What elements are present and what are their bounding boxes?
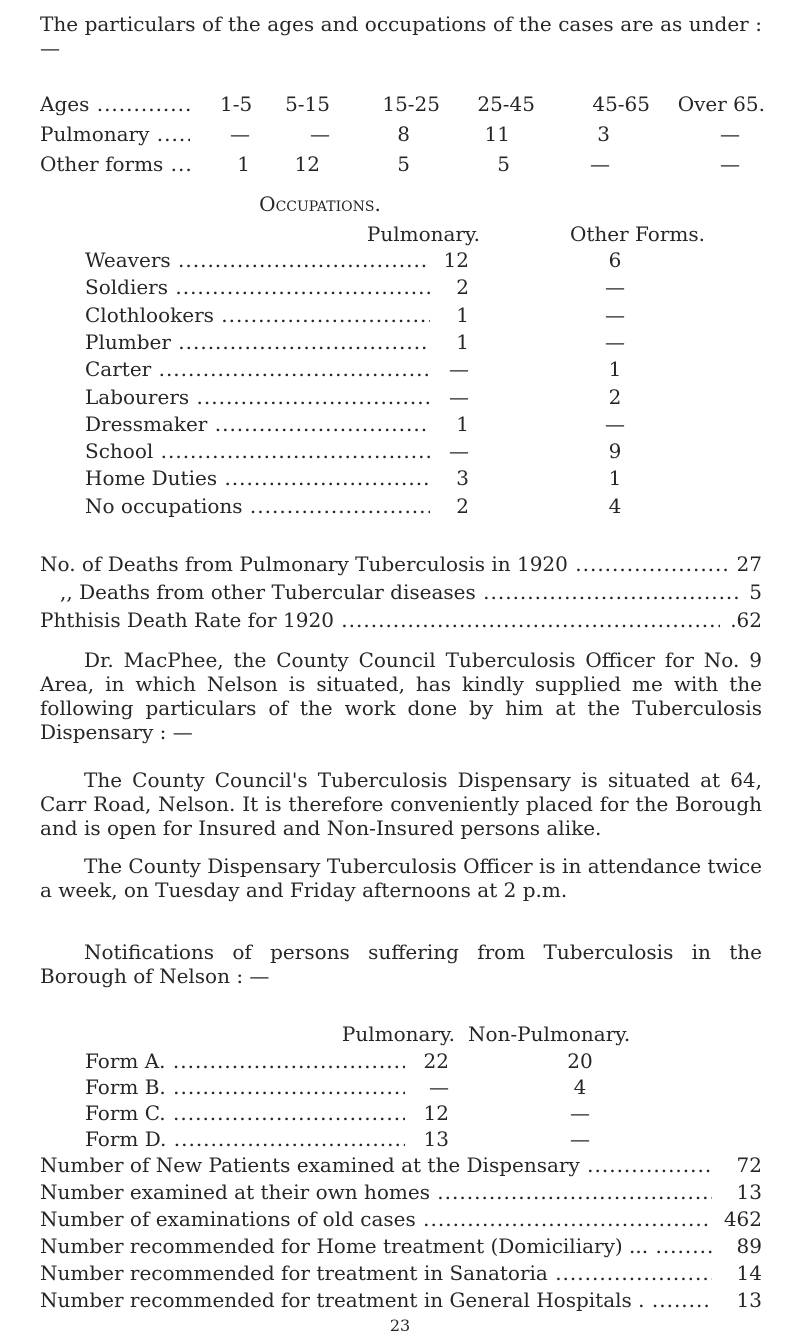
paragraph-dispensary-location: The County Council's Tuberculosis Dispensary is situated at 64, Carr Road, Nelson. It is therefore conveniently placed for the Borough and is open for Insured and Non-Insured persons alike. (40, 768, 762, 840)
statistic-row-value: 89 (712, 1234, 762, 1258)
paragraph-notifications: Notifications of persons suffering from Tuberculosis in the Borough of Nelson : — (40, 940, 762, 988)
statistic-row-label: Number of examinations of old cases ..... (40, 1207, 720, 1231)
statistic-row-label: Number examined at their own homes ..... (40, 1180, 720, 1204)
statistic-row-value: 14 (712, 1261, 762, 1285)
occupation-other-value: 1 (608, 466, 622, 490)
ages-header: 25-45 (477, 92, 535, 116)
ages-cell: — (230, 122, 250, 146)
notification-row-label: Form D. ..... (85, 1127, 410, 1151)
notification-row-label: Form A. ..... (85, 1049, 410, 1073)
ages-row-label: Other forms ..... (40, 152, 190, 176)
occupation-pulmonary-value: 2 (430, 494, 469, 518)
ages-cell: 1 (237, 152, 250, 176)
notification-row-label: Form B. ..... (85, 1075, 410, 1099)
occupations-col-other: Other Forms. (569, 222, 705, 246)
occupation-other-value: — (605, 303, 625, 327)
statistic-row-label: Number recommended for treatment in General Hospitals . ..... (40, 1288, 720, 1312)
deaths-row-label: Phthisis Death Rate for 1920 ..... (40, 608, 720, 632)
ages-header: 5-15 (285, 92, 330, 116)
ages-row-label: Pulmonary ..... (40, 122, 190, 146)
ages-header: Over 65. (677, 92, 765, 116)
ages-cell: 12 (294, 152, 320, 176)
deaths-row-value: 27 (736, 552, 762, 576)
statistic-row-value: 13 (712, 1180, 762, 1204)
ages-cell: 11 (484, 122, 510, 146)
occupation-row-label: School ..... (85, 439, 440, 463)
occupation-pulmonary-value: 12 (430, 248, 469, 272)
occupation-pulmonary-value: 3 (430, 466, 469, 490)
occupation-pulmonary-value: 1 (430, 303, 469, 327)
occupation-pulmonary-value: — (430, 439, 469, 463)
ages-header: 15-25 (382, 92, 440, 116)
occupation-row-label: Weavers ..... (85, 248, 440, 272)
notifications-col-pulmonary: Pulmonary. (341, 1022, 455, 1046)
occupation-row-label: Plumber ..... (85, 330, 440, 354)
notification-pulmonary-value: 12 (405, 1101, 449, 1125)
occupation-other-value: 6 (608, 248, 622, 272)
statistic-row-value: 462 (712, 1207, 762, 1231)
occupation-row-label: Clothlookers ..... (85, 303, 440, 327)
occupation-row-label: Carter ..... (85, 357, 440, 381)
ages-cell: — (590, 152, 610, 176)
ages-cell: 5 (397, 152, 410, 176)
occupation-pulmonary-value: — (430, 357, 469, 381)
notification-row-label: Form C. ..... (85, 1101, 410, 1125)
occupation-pulmonary-value: 2 (430, 275, 469, 299)
notification-non-pulmonary-value: — (570, 1101, 590, 1125)
ages-cell: 5 (497, 152, 510, 176)
notification-pulmonary-value: 13 (405, 1127, 449, 1151)
occupation-pulmonary-value: 1 (430, 330, 469, 354)
occupation-pulmonary-value: — (430, 385, 469, 409)
notification-pulmonary-value: — (405, 1075, 449, 1099)
notification-non-pulmonary-value: — (570, 1127, 590, 1151)
intro-paragraph: The particulars of the ages and occupations of the cases are as under : — (40, 12, 762, 60)
ages-cell: 3 (597, 122, 610, 146)
occupations-title: Occupations. (259, 192, 381, 216)
occupation-other-value: 4 (608, 494, 622, 518)
statistic-row-label: Number of New Patients examined at the Dispensary ..... (40, 1153, 720, 1177)
occupations-col-pulmonary: Pulmonary. (366, 222, 480, 246)
occupation-other-value: 2 (608, 385, 622, 409)
occupation-other-value: 1 (608, 357, 622, 381)
notification-non-pulmonary-value: 20 (567, 1049, 593, 1073)
occupation-row-label: No occupations ..... (85, 494, 440, 518)
ages-cell: — (310, 122, 330, 146)
paragraph-attendance: The County Dispensary Tuberculosis Officer is in attendance twice a week, on Tuesday and Friday afternoons at 2 p.m. (40, 854, 762, 902)
occupation-other-value: — (605, 275, 625, 299)
occupation-row-label: Labourers ..... (85, 385, 440, 409)
occupation-row-label: Home Duties ..... (85, 466, 440, 490)
notification-pulmonary-value: 22 (405, 1049, 449, 1073)
statistic-row-label: Number recommended for Home treatment (Domiciliary) ... ..... (40, 1234, 720, 1258)
ages-cell: — (720, 122, 740, 146)
notifications-col-non-pulmonary: Non-Pulmonary. (468, 1022, 631, 1046)
occupation-other-value: — (605, 412, 625, 436)
ages-cell: 8 (397, 122, 410, 146)
deaths-row-label: ,, Deaths from other Tubercular diseases ..... (60, 580, 740, 604)
occupation-row-label: Soldiers ..... (85, 275, 440, 299)
ages-header: 1-5 (220, 92, 253, 116)
ages-header: 45-65 (592, 92, 650, 116)
occupation-other-value: — (605, 330, 625, 354)
deaths-row-value: 5 (749, 580, 762, 604)
occupation-other-value: 9 (608, 439, 622, 463)
notification-non-pulmonary-value: 4 (573, 1075, 587, 1099)
page-number: 23 (389, 1316, 411, 1335)
deaths-row-label: No. of Deaths from Pulmonary Tuberculosis in 1920 ..... (40, 552, 730, 576)
statistic-row-label: Number recommended for treatment in Sanatoria ..... (40, 1261, 720, 1285)
occupation-row-label: Dressmaker ..... (85, 412, 440, 436)
deaths-row-value: .62 (730, 608, 762, 632)
statistic-row-value: 72 (712, 1153, 762, 1177)
paragraph-officer: Dr. MacPhee, the County Council Tuberculosis Officer for No. 9 Area, in which Nelson is situated, has kindly supplied me with the following particulars of the work done by him at the Tuberculosis Dispensary : — (40, 648, 762, 744)
ages-cell: — (720, 152, 740, 176)
statistic-row-value: 13 (712, 1288, 762, 1312)
occupation-pulmonary-value: 1 (430, 412, 469, 436)
ages-label: Ages ..... (40, 92, 190, 116)
